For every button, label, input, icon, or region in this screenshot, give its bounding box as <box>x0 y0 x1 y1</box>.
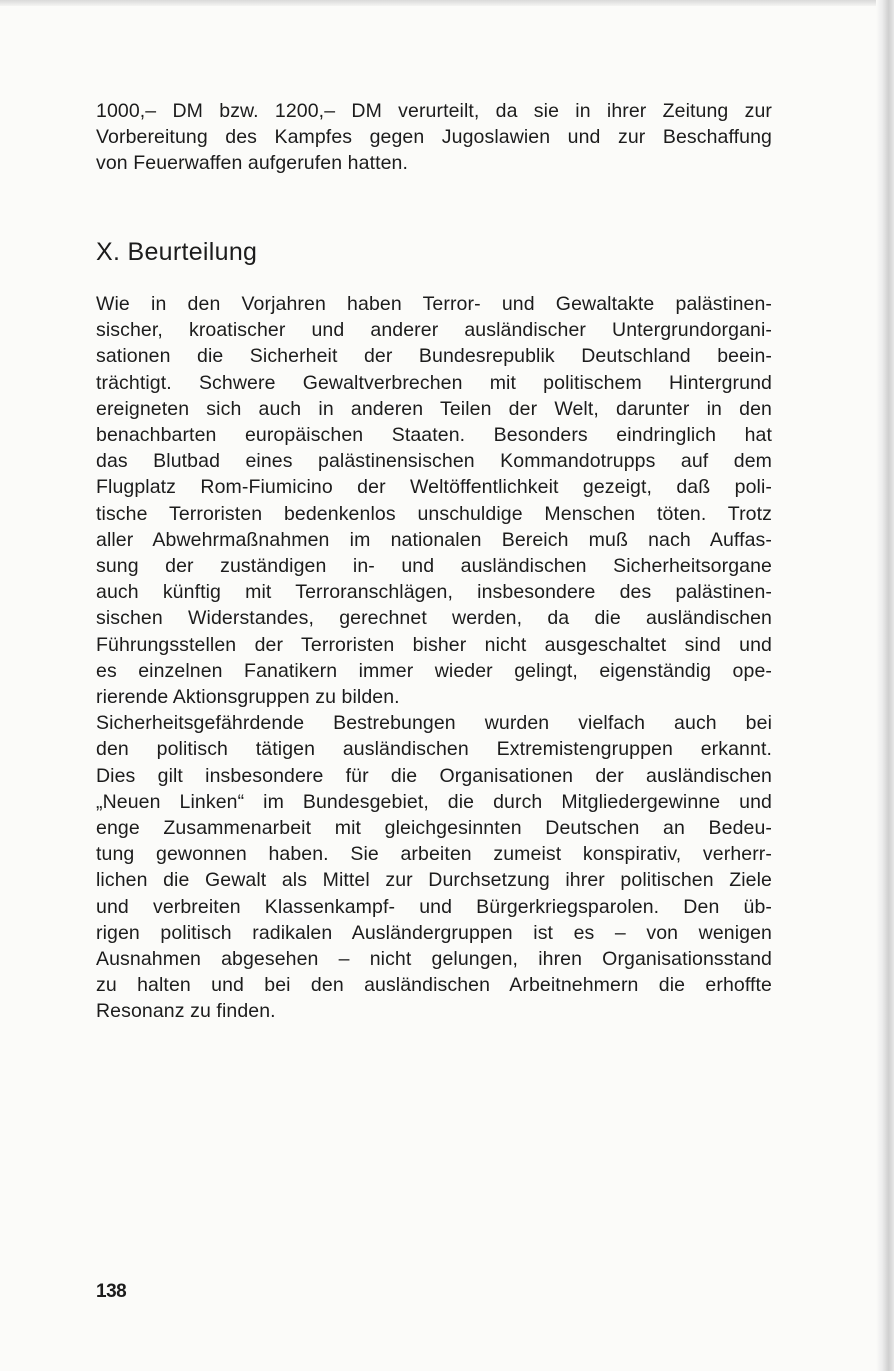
text-line: Ausnahmen abgesehen – nicht gelungen, ihren Organisationsstand <box>96 948 772 971</box>
text-line: Führungsstellen der Terroristen bisher nicht ausgeschaltet sind und <box>96 633 772 656</box>
text-line: „Neuen Linken“ im Bundesgebiet, die durch Mitgliedergewinne und <box>96 790 772 813</box>
text-line: und verbreiten Klassenkampf- und Bürgerkriegsparolen. Den üb- <box>96 895 772 918</box>
text-line: ereigneten sich auch in anderen Teilen der Welt, darunter in den <box>96 397 772 420</box>
body-text <box>96 291 772 1025</box>
text-line: Vorbereitung des Kampfes gegen Jugoslawien und zur Beschaffung <box>96 126 772 149</box>
text-line: Flugplatz Rom-Fiumicino der Weltöffentlichkeit gezeigt, daß poli- <box>96 476 772 499</box>
page-right-edge <box>876 0 894 1371</box>
text-line: von Feuerwaffen aufgerufen hatten. <box>96 152 409 175</box>
text-line: tische Terroristen bedenkenlos unschuldige Menschen töten. Trotz <box>96 502 772 525</box>
text-line: benachbarten europäischen Staaten. Besonders eindringlich hat <box>96 424 772 447</box>
text-line: tung gewonnen haben. Sie arbeiten zumeist konspirativ, verherr- <box>96 843 772 866</box>
text-line: sationen die Sicherheit der Bundesrepublik Deutschland beein- <box>96 345 772 368</box>
text-line: Dies gilt insbesondere für die Organisationen der ausländischen <box>96 764 772 787</box>
text-line: rierende Aktionsgruppen zu bilden. <box>96 686 400 709</box>
page-number: 138 <box>96 1281 127 1302</box>
text-line: zu halten und bei den ausländischen Arbeitnehmern die erhoffte <box>96 974 772 997</box>
text-line: trächtigt. Schwere Gewaltverbrechen mit politischem Hintergrund <box>96 371 772 394</box>
text-line: 1000,– DM bzw. 1200,– DM verurteilt, da sie in ihrer Zeitung zur <box>96 100 772 122</box>
text-line: es einzelnen Fanatikern immer wieder gelingt, eigenständig ope- <box>96 659 772 682</box>
text-line: aller Abwehrmaßnahmen im nationalen Bereich muß nach Auffas- <box>96 528 772 551</box>
paragraph-1 <box>96 291 772 710</box>
text-line: sischer, kroatischer und anderer ausländischer Untergrundorgani- <box>96 319 772 342</box>
text-line: auch künftig mit Terroranschlägen, insbesondere des palästinen- <box>96 581 772 604</box>
page-top-edge <box>0 0 894 6</box>
text-line: enge Zusammenarbeit mit gleichgesinnten Deutschen an Bedeu- <box>96 817 772 840</box>
text-line: sischen Widerstandes, gerechnet werden, da die ausländischen <box>96 607 772 630</box>
text-line: Resonanz zu finden. <box>96 1000 276 1023</box>
text-line: Sicherheitsgefährdende Bestrebungen wurden vielfach auch bei <box>96 712 772 735</box>
text-line: das Blutbad eines palästinensischen Kommandotrupps auf dem <box>96 450 772 473</box>
paragraph-2 <box>96 710 772 1024</box>
text-line: den politisch tätigen ausländischen Extremistengruppen erkannt. <box>96 738 772 761</box>
text-line: lichen die Gewalt als Mittel zur Durchsetzung ihrer politischen Ziele <box>96 869 772 892</box>
text-line: rigen politisch radikalen Ausländergruppen ist es – von wenigen <box>96 921 772 944</box>
section-heading: X. Beurteilung <box>96 238 258 266</box>
intro-paragraph <box>96 98 772 177</box>
text-line: Wie in den Vorjahren haben Terror- und Gewaltakte palästinen- <box>96 293 772 315</box>
text-line: sung der zuständigen in- und ausländischen Sicherheitsorgane <box>96 555 772 578</box>
